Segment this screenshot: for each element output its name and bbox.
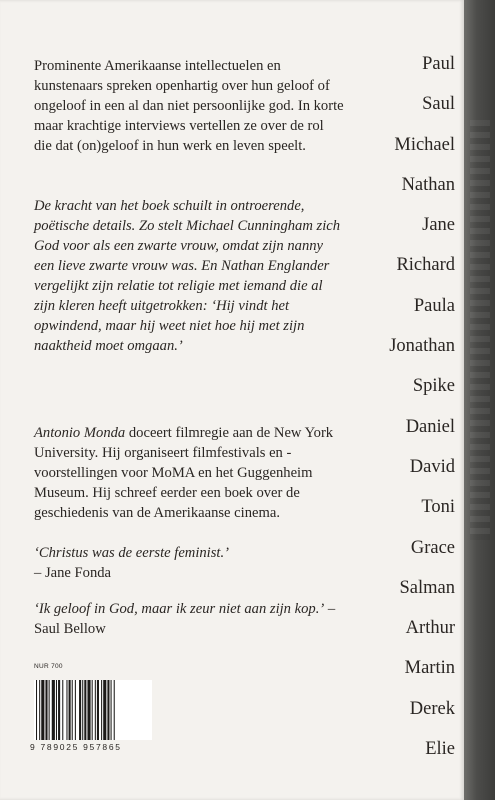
quote-attribution: – Saul Bellow	[34, 601, 336, 637]
barcode-bar	[111, 680, 112, 740]
intro-paragraph: Prominente Amerikaanse intellectuelen en kunstenaars spreken openhartig over hun geloof of ongeloof in een al dan niet persoonlijke god. In korte maar krachtige interviews vertellen ze over de rol die dat (on)geloof in hun werk en leven speelt.	[34, 58, 344, 154]
quote-text: ‘Ik geloof in God, maar ik zeur niet aan zijn kop.’	[34, 601, 325, 617]
nur-code: NUR 700	[34, 663, 63, 670]
barcode-bar	[95, 680, 96, 740]
barcode-bar	[72, 680, 73, 740]
barcode-bar	[69, 680, 71, 740]
quote-fonda	[34, 543, 344, 583]
name-item: Derek	[409, 698, 455, 719]
barcode-bar	[103, 680, 106, 740]
name-item: Elie	[425, 739, 455, 760]
name-item: Michael	[394, 134, 455, 155]
name-item: Martin	[404, 658, 455, 679]
name-item: David	[409, 456, 455, 477]
barcode-bar	[87, 680, 90, 740]
name-item: Toni	[421, 497, 455, 518]
excerpt-paragraph: De kracht van het boek schuilt in ontroerende, poëtische details. Zo stelt Michael Cunningham zich God voor als een zwarte vrouw, omdat zijn nanny een lieve zwarte vrouw was. En Nathan Englander vergelijkt zijn relatie tot religie met iemand die al zijn kleren heeft uitgetrokken: ‘Hij vindt het opwindend, maar hij weet niet hoe hij met zijn naaktheid moet omgaan.’	[34, 198, 341, 354]
name-item: Richard	[396, 255, 455, 276]
barcode-bar	[107, 680, 109, 740]
name-item: Nathan	[401, 174, 455, 195]
quote-bellow	[34, 599, 344, 639]
name-item: Spike	[412, 376, 455, 397]
name-item: Paula	[413, 295, 455, 316]
barcode-bar	[92, 680, 93, 740]
barcode-bar	[56, 680, 57, 740]
author-bio: doceert filmregie aan de New York University. Hij organiseert filmfestivals en -voorstellingen voor MoMA en het Guggenheim Museum. Hij schreef eerder een boek over de geschiedenis van de Amerikaanse cinema.	[34, 425, 334, 521]
author-name: Antonio Monda	[34, 425, 126, 441]
name-item: Daniel	[405, 416, 455, 437]
barcode-bars	[34, 680, 152, 740]
barcode-bar	[66, 680, 67, 740]
barcode-bar	[82, 680, 83, 740]
author-paragraph	[34, 423, 344, 523]
barcode-bar	[58, 680, 60, 740]
quote-text: ‘Christus was de eerste feminist.’	[34, 545, 229, 561]
name-item: Salman	[399, 577, 455, 598]
barcode-bar	[62, 680, 63, 740]
name-item: Jonathan	[389, 336, 455, 357]
barcode-bar	[101, 680, 102, 740]
barcode-bar	[49, 680, 50, 740]
names-column	[335, 51, 455, 776]
spine-texture	[470, 120, 490, 540]
barcode-bar	[114, 680, 115, 740]
barcode-bar	[79, 680, 81, 740]
barcode-bar	[39, 680, 40, 740]
name-item: Arthur	[405, 618, 455, 639]
name-item: Grace	[410, 537, 455, 558]
barcode-bar	[84, 680, 86, 740]
barcode	[34, 680, 152, 740]
barcode-bar	[52, 680, 55, 740]
quote-attribution: – Jane Fonda	[34, 565, 112, 581]
barcode-bar	[41, 680, 44, 740]
barcode-bar	[36, 680, 37, 740]
barcode-bar	[45, 680, 47, 740]
name-item: Paul	[422, 54, 455, 74]
isbn-number: 9 789025 957865	[30, 742, 122, 752]
barcode-bar	[75, 680, 76, 740]
barcode-bar	[97, 680, 99, 740]
name-item: Jane	[422, 215, 455, 236]
name-item: Saul	[422, 94, 455, 115]
